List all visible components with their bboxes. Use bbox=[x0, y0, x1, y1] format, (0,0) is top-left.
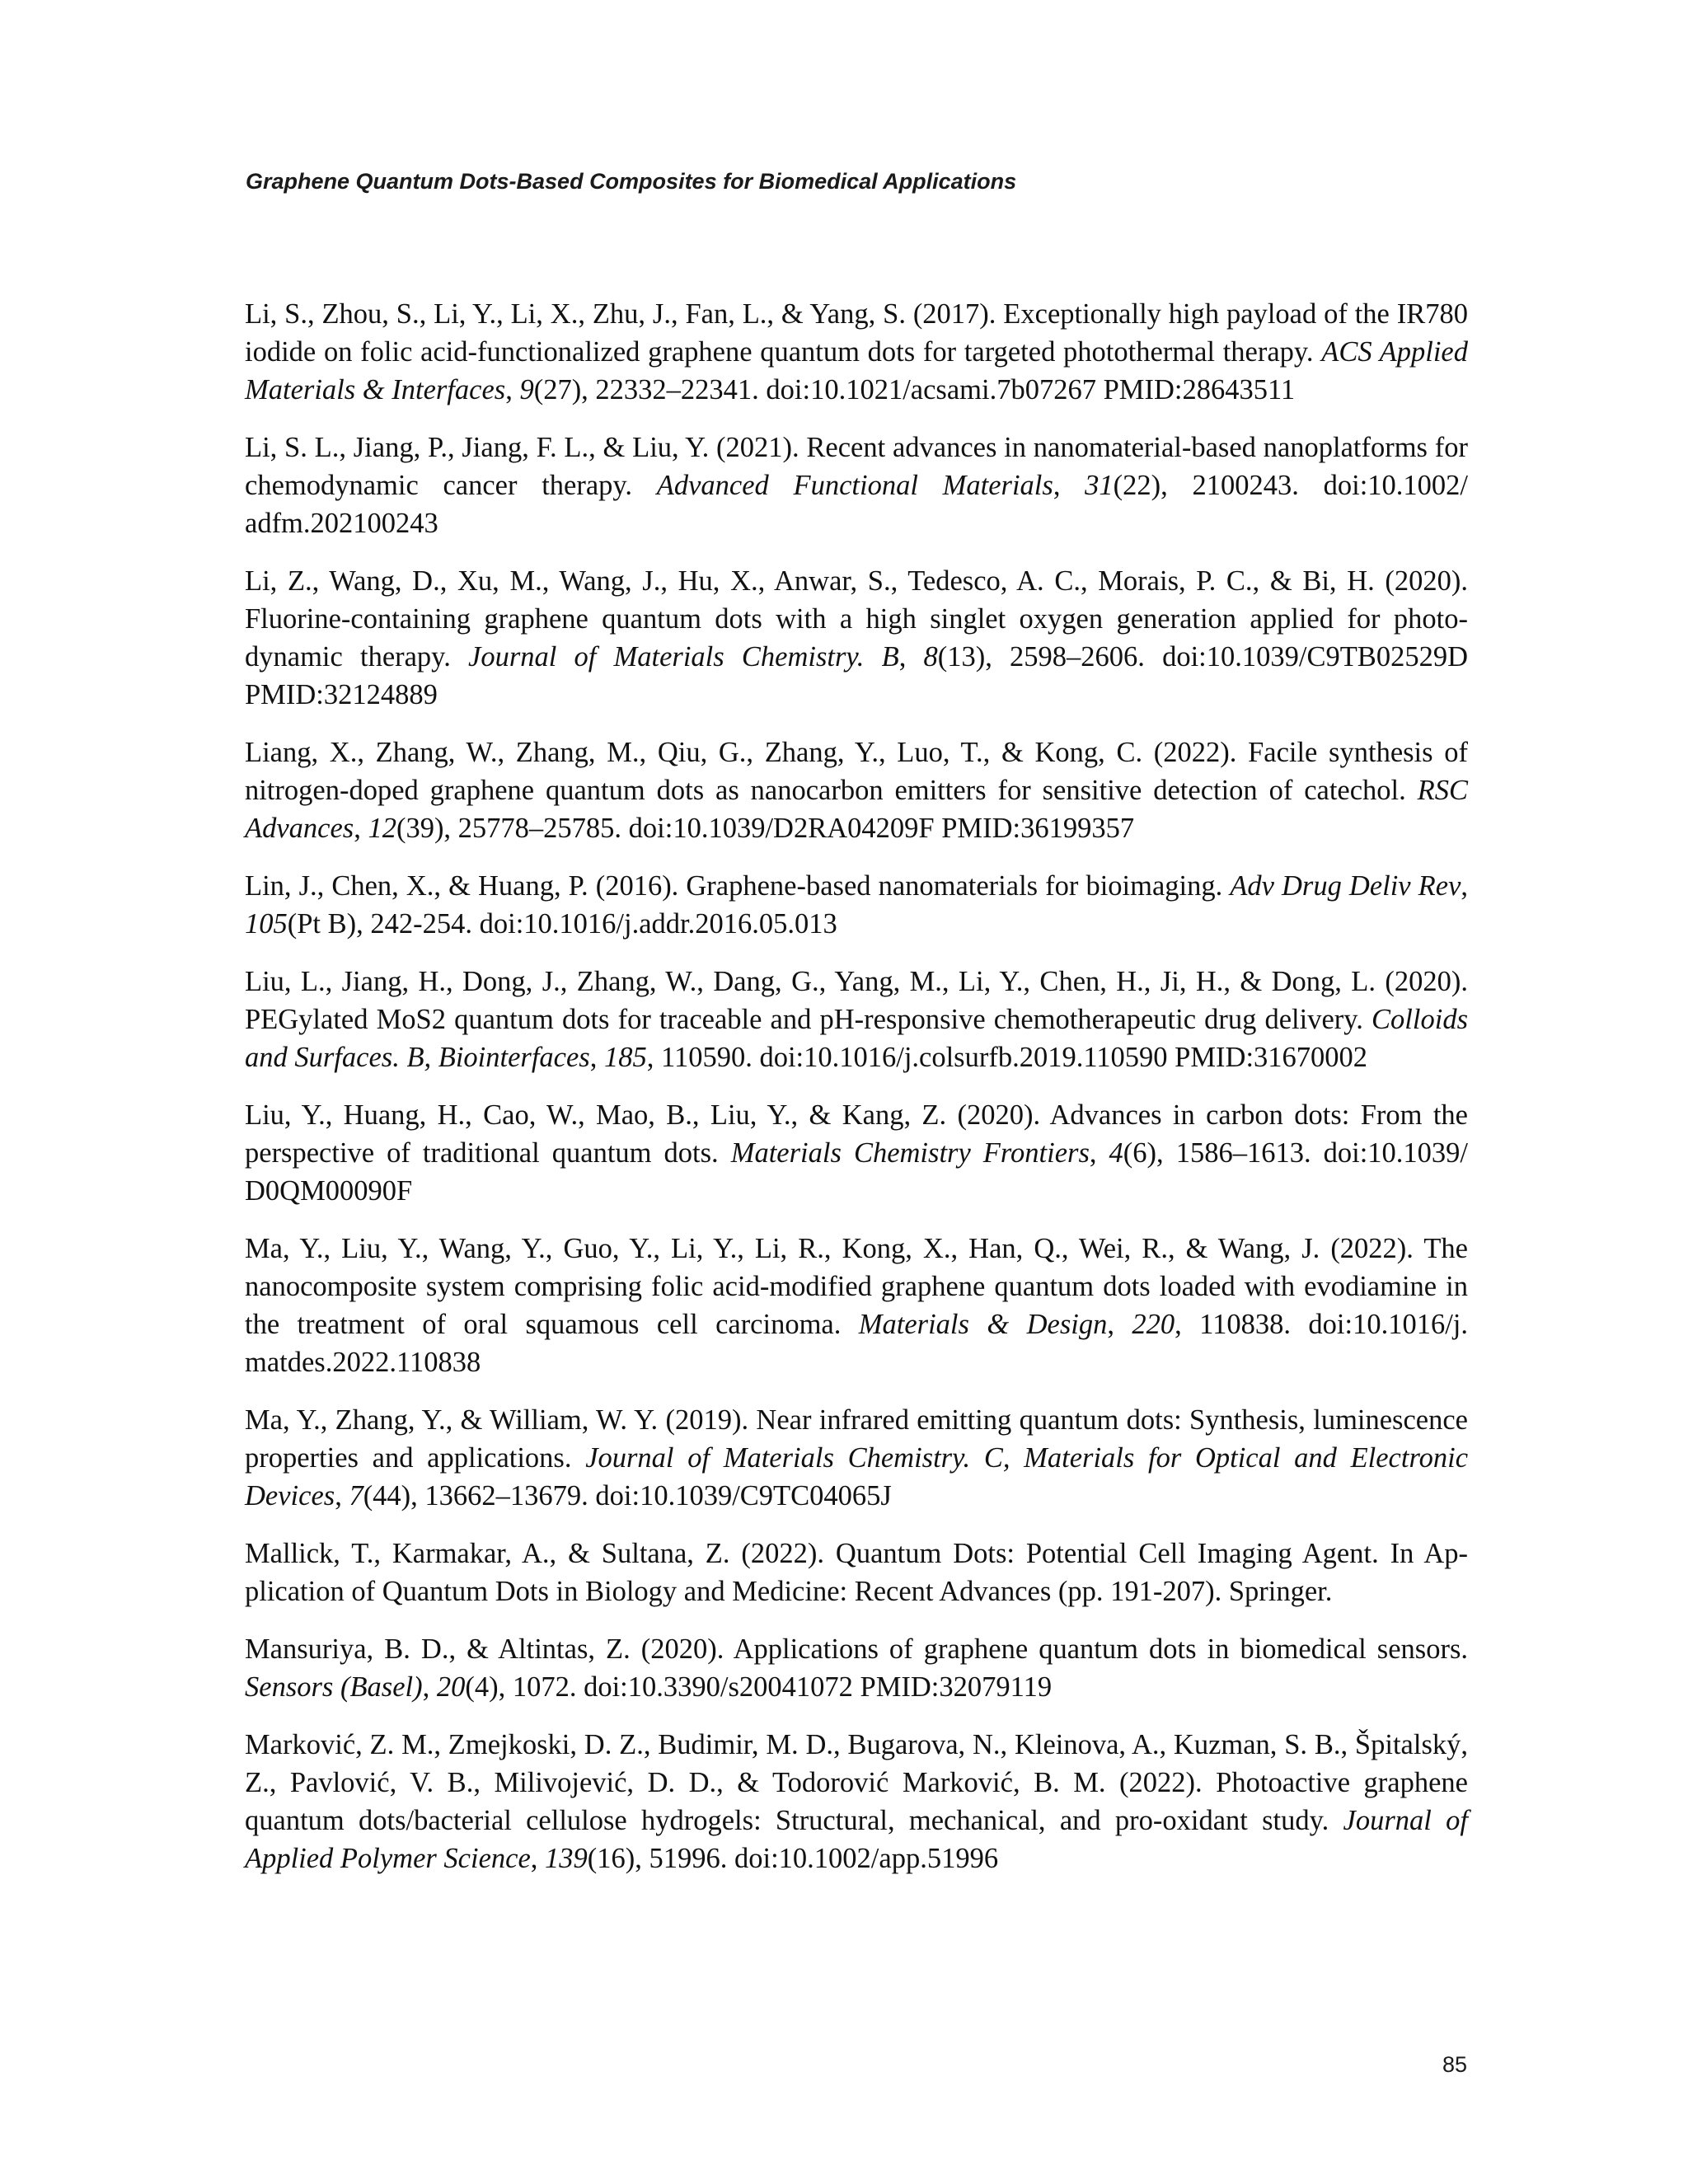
reference-entry: Li, S. L., Jiang, P., Jiang, F. L., & Liu, Y. (2021). Recent advances in nanomaterial-based nanoplatforms for chemodynamic cancer therapy. Advanced Functional Materials, 31(22), 2100243. doi:10.1002/ adfm.202100243 bbox=[245, 432, 1468, 539]
reference-details: (Pt B), 242-254. doi:10.1016/j.addr.2016.05.013 bbox=[287, 908, 837, 940]
reference-text: Mallick, T., Karmakar, A., & Sultana, Z. (2022). Quantum Dots: Potential Cell Imaging Agent. In Application of Quantum Dots in Biology and Medicine: Recent Advances (pp. 191-207). Springer. bbox=[245, 1538, 1468, 1607]
reference-journal: Adv Drug Deliv Rev bbox=[1230, 870, 1461, 902]
reference-details: (27), 22332–22341. doi:10.1021/acsami.7b07267 PMID:28643511 bbox=[533, 374, 1296, 405]
reference-text: Mansuriya, B. D., & Altintas, Z. (2020). Applications of graphene quantum dots in biomedical sensors. bbox=[245, 1633, 1468, 1665]
reference-journal: Materials Chemistry Frontiers bbox=[730, 1137, 1090, 1169]
reference-volume: 4 bbox=[1109, 1137, 1123, 1169]
reference-entry: Ma, Y., Liu, Y., Wang, Y., Guo, Y., Li, Y., Li, R., Kong, X., Han, Q., Wei, R., & Wang, J. (2022). The nanocomposite system comprising folic acid-modified graphene quantum dots loaded with evodiamine in the treatment of oral squamous cell carcinoma. Materials & Design, 220, 110838. doi:10.1016/j. matdes.2022.110838 bbox=[245, 1233, 1469, 1378]
reference-volume: 185 bbox=[603, 1042, 647, 1073]
reference-journal: ACS Applied Materials & Interfaces bbox=[245, 336, 1468, 405]
reference-journal: Materials & Design bbox=[858, 1309, 1108, 1340]
reference-volume: 105 bbox=[245, 908, 288, 940]
reference-text: Li, S. L., Jiang, P., Jiang, F. L., & Liu, Y. (2021). Recent advances in nanomaterial-based nanoplatforms for chemodynamic cancer therapy. bbox=[245, 432, 1468, 501]
reference-text: Lin, J., Chen, X., & Huang, P. (2016). Graphene-based nanomaterials for bioimaging. bbox=[245, 870, 1231, 902]
reference-journal: Sensors (Basel) bbox=[245, 1671, 423, 1703]
reference-volume: 9 bbox=[519, 374, 534, 405]
reference-journal: Journal of Materials Chemistry. C, Materials for Optical and Electronic Devices bbox=[245, 1442, 1469, 1511]
reference-entry: Marković, Z. M., Zmejkoski, D. Z., Budimir, M. D., Bugarova, N., Kleinova, A., Kuzman, S. B., Špitalský, Z., Pavlović, V. B., Milivojević, D. D., & Todorović Marković, B. M. (2022). Photoactive graphene quantum dots/bacterial cellulose hydrogels: Structural, mechanical, and pro-oxidant study. Journal of Applied Polymer Science, 139(16), 51996. doi:10.1002/app.51996 bbox=[245, 1729, 1468, 1874]
reference-entry: Mansuriya, B. D., & Altintas, Z. (2020). Applications of graphene quantum dots in biomedical sensors. Sensors (Basel), 20(4), 1072. doi:10.3390/s20041072 PMID:32079119 bbox=[245, 1633, 1468, 1703]
reference-entry: Li, S., Zhou, S., Li, Y., Li, X., Zhu, J., Fan, L., & Yang, S. (2017). Exceptionally high payload of the IR780 iodide on folic acid-functionalized graphene quantum dots for targeted photothermal therapy. ACS Applied Materials & Interfaces, 9(27), 22332–22341. doi:10.1021/acsami.7b07267 PMID:28643511 bbox=[245, 298, 1468, 405]
reference-details: (39), 25778–25785. doi:10.1039/D2RA04209F PMID:36199357 bbox=[396, 813, 1135, 844]
reference-volume: 31 bbox=[1085, 470, 1114, 501]
reference-details: (13), 2598–2606. doi:10.1039/C9TB02529D PMID:32124889 bbox=[245, 641, 1468, 710]
reference-volume: 7 bbox=[349, 1480, 363, 1511]
reference-journal: RSC Advances bbox=[245, 775, 1468, 844]
reference-details: (44), 13662–13679. doi:10.1039/C9TC04065J bbox=[363, 1480, 892, 1511]
reference-text: Ma, Y., Zhang, Y., & William, W. Y. (2019). Near infrared emitting quantum dots: Synthesis, luminescence properties and applications. bbox=[245, 1404, 1468, 1474]
reference-journal: Advanced Functional Materials bbox=[656, 470, 1053, 501]
reference-list bbox=[245, 295, 1468, 1897]
reference-volume: 12 bbox=[368, 813, 396, 844]
reference-entry: Ma, Y., Zhang, Y., & William, W. Y. (2019). Near infrared emitting quantum dots: Synthesis, luminescence properties and applications. Journal of Materials Chemistry. C, Materials for Optical and Electronic Devices, 7(44), 13662–13679. doi:10.1039/C9TC04065J bbox=[245, 1404, 1469, 1511]
reference-volume: 8 bbox=[923, 641, 938, 673]
running-header: Graphene Quantum Dots-Based Composites for Biomedical Applications bbox=[246, 169, 1017, 194]
reference-text: Liu, Y., Huang, H., Cao, W., Mao, B., Liu, Y., & Kang, Z. (2020). Advances in carbon dots: From the perspective of traditional quantum dots. bbox=[245, 1099, 1468, 1169]
reference-text: Li, Z., Wang, D., Xu, M., Wang, J., Hu, X., Anwar, S., Tedesco, A. C., Morais, P. C., & Bi, H. (2020). Fluorine-containing graphene quantum dots with a high singlet oxygen generation applied for photodynamic therapy. bbox=[245, 565, 1468, 673]
reference-details: (4), 1072. doi:10.3390/s20041072 PMID:32079119 bbox=[465, 1671, 1053, 1703]
reference-text: Li, S., Zhou, S., Li, Y., Li, X., Zhu, J., Fan, L., & Yang, S. (2017). Exceptionally high payload of the IR780 iodide on folic acid-functionalized graphene quantum dots for targeted photothermal therapy. bbox=[245, 298, 1468, 368]
reference-volume: 20 bbox=[436, 1671, 466, 1703]
reference-text: Liang, X., Zhang, W., Zhang, M., Qiu, G., Zhang, Y., Luo, T., & Kong, C. (2022). Facile synthesis of nitrogen-doped graphene quantum dots as nanocarbon emitters for sensitive detection of catechol. bbox=[245, 737, 1468, 806]
reference-text: Liu, L., Jiang, H., Dong, J., Zhang, W., Dang, G., Yang, M., Li, Y., Chen, H., Ji, H., & Dong, L. (2020). PEGylated MoS2 quantum dots for traceable and pH-responsive chemotherapeutic drug delivery. bbox=[245, 966, 1468, 1035]
reference-entry: Li, Z., Wang, D., Xu, M., Wang, J., Hu, X., Anwar, S., Tedesco, A. C., Morais, P. C., & Bi, H. (2020). Fluorine-containing graphene quantum dots with a high singlet oxygen generation applied for photodynamic therapy. Journal of Materials Chemistry. B, 8(13), 2598–2606. doi:10.1039/C9TB02529D PMID:32124889 bbox=[245, 565, 1468, 710]
reference-journal: Journal of Applied Polymer Science bbox=[245, 1805, 1468, 1874]
reference-details: , 110838. doi:10.1016/j. matdes.2022.110838 bbox=[245, 1309, 1469, 1378]
reference-journal: Journal of Materials Chemistry. B bbox=[468, 641, 899, 673]
page-number: 85 bbox=[1442, 2052, 1467, 2077]
reference-volume: 139 bbox=[545, 1843, 588, 1874]
reference-details: (22), 2100243. doi:10.1002/ adfm.202100243 bbox=[245, 470, 1468, 539]
reference-entry: Liang, X., Zhang, W., Zhang, M., Qiu, G., Zhang, Y., Luo, T., & Kong, C. (2022). Facile synthesis of nitrogen-doped graphene quantum dots as nanocarbon emitters for sensitive detection of catechol. RSC Advances, 12(39), 25778–25785. doi:10.1039/D2RA04209F PMID:36199357 bbox=[245, 737, 1468, 844]
reference-details: (16), 51996. doi:10.1002/app.51996 bbox=[587, 1843, 999, 1874]
reference-details: (6), 1586–1613. doi:10.1039/ D0QM00090F bbox=[245, 1137, 1468, 1207]
reference-entry: Lin, J., Chen, X., & Huang, P. (2016). Graphene-based nanomaterials for bioimaging. Adv Drug Deliv Rev, 105(Pt B), 242-254. doi:10.1016/j.addr.2016.05.013 bbox=[245, 870, 1469, 940]
reference-volume: 220 bbox=[1132, 1309, 1175, 1340]
reference-entry: Liu, L., Jiang, H., Dong, J., Zhang, W., Dang, G., Yang, M., Li, Y., Chen, H., Ji, H., & Dong, L. (2020). PEGylated MoS2 quantum dots for traceable and pH-responsive chemotherapeutic drug delivery. Colloids and Surfaces. B, Biointerfaces, 185, 110590. doi:10.1016/j.colsurfb.2019.110590 PMID:31670002 bbox=[245, 966, 1468, 1073]
reference-journal: Colloids and Surfaces. B, Biointerfaces bbox=[245, 1004, 1468, 1073]
reference-details: , 110590. doi:10.1016/j.colsurfb.2019.110590 PMID:31670002 bbox=[646, 1042, 1368, 1073]
reference-text: Marković, Z. M., Zmejkoski, D. Z., Budimir, M. D., Bugarova, N., Kleinova, A., Kuzman, S. B., Špitalský, Z., Pavlović, V. B., Milivojević, D. D., & Todorović Marković, B. M. (2022). Photoactive graphene quantum dots/bacterial cellulose hydrogels: Structural, mechanical, and pro-oxidant study. bbox=[245, 1729, 1468, 1836]
reference-text: Ma, Y., Liu, Y., Wang, Y., Guo, Y., Li, Y., Li, R., Kong, X., Han, Q., Wei, R., & Wang, J. (2022). The nanocomposite system comprising folic acid-modified graphene quantum dots loaded with evodiamine in the treatment of oral squamous cell carcinoma. bbox=[245, 1233, 1468, 1340]
reference-entry: Liu, Y., Huang, H., Cao, W., Mao, B., Liu, Y., & Kang, Z. (2020). Advances in carbon dots: From the perspective of traditional quantum dots. Materials Chemistry Frontiers, 4(6), 1586–1613. doi:10.1039/ D0QM00090F bbox=[245, 1099, 1468, 1207]
reference-entry bbox=[245, 1535, 1468, 1610]
